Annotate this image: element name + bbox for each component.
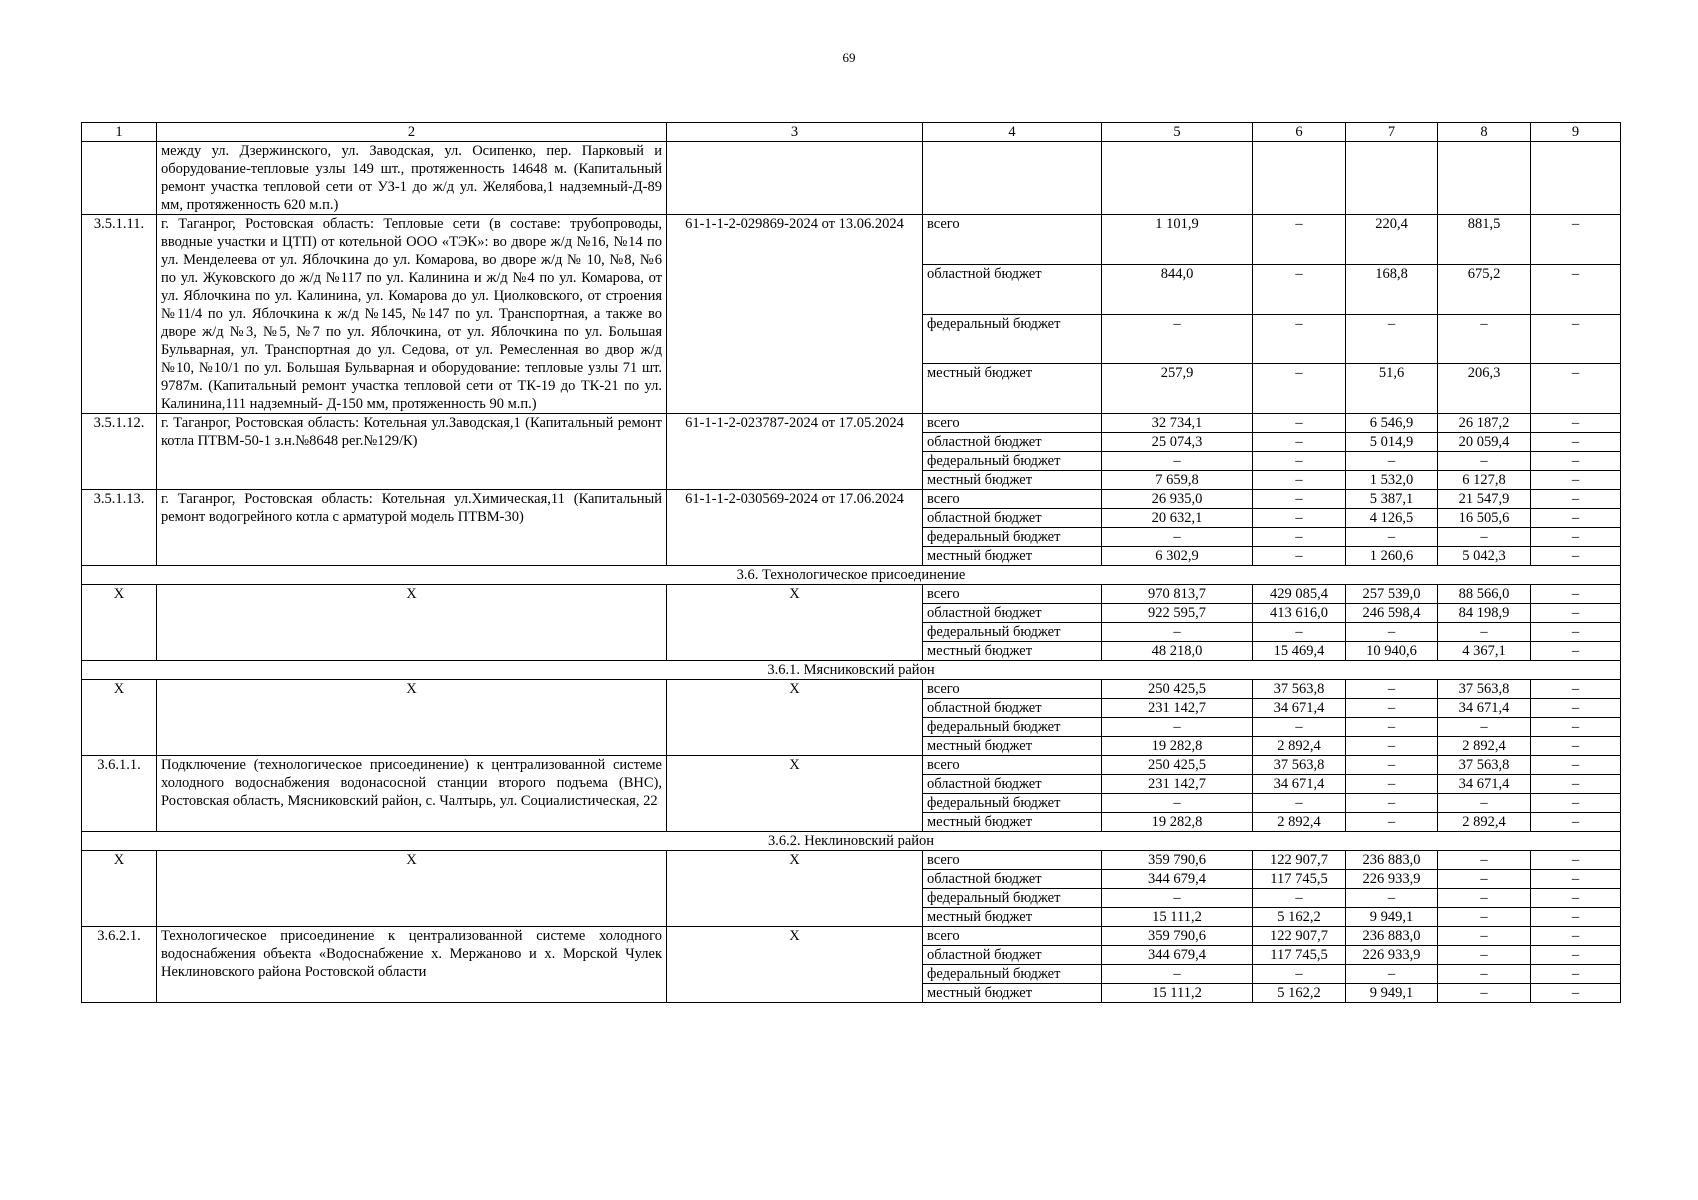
value-cell: – [1346,737,1438,756]
table-row [82,490,1621,509]
value-cell: 122 907,7 [1253,927,1346,946]
value-cell: 20 059,4 [1438,433,1531,452]
budget-label: всего [923,585,1102,604]
value-cell: – [1253,433,1346,452]
table-row [82,756,1621,775]
row-reference: Х [667,585,923,661]
value-cell: – [1346,889,1438,908]
value-cell: 34 671,4 [1253,699,1346,718]
value-cell: 5 162,2 [1253,984,1346,1003]
cell [1253,142,1346,215]
row-id: 3.6.1.1. [82,756,157,832]
budget-label: федеральный бюджет [923,794,1102,813]
value-cell: – [1531,215,1621,265]
value-cell: 6 127,8 [1438,471,1531,490]
value-cell: – [1102,452,1253,471]
value-cell: – [1531,699,1621,718]
budget-label: всего [923,414,1102,433]
value-cell: 19 282,8 [1102,737,1253,756]
budget-label: областной бюджет [923,946,1102,965]
value-cell: 122 907,7 [1253,851,1346,870]
budget-label: местный бюджет [923,908,1102,927]
value-cell: 226 933,9 [1346,946,1438,965]
column-header: 7 [1346,123,1438,142]
row-reference: 61-1-1-2-030569-2024 от 17.06.2024 [667,490,923,566]
table-row [82,215,1621,265]
budget-label: всего [923,680,1102,699]
value-cell: – [1438,946,1531,965]
value-cell: – [1102,794,1253,813]
budget-label: всего [923,490,1102,509]
value-cell: 21 547,9 [1438,490,1531,509]
value-cell: – [1253,471,1346,490]
row-reference: Х [667,680,923,756]
value-cell: – [1531,528,1621,547]
column-header: 3 [667,123,923,142]
budget-label: местный бюджет [923,642,1102,661]
continuation-row [82,142,1621,215]
value-cell: 236 883,0 [1346,927,1438,946]
value-cell: – [1102,889,1253,908]
value-cell: – [1531,471,1621,490]
value-cell: – [1253,547,1346,566]
value-cell: – [1346,314,1438,364]
value-cell: – [1531,718,1621,737]
value-cell: – [1253,452,1346,471]
budget-label: всего [923,756,1102,775]
value-cell: – [1102,718,1253,737]
budget-label: областной бюджет [923,509,1102,528]
value-cell: 37 563,8 [1438,756,1531,775]
table-row [82,851,1621,870]
row-description: г. Таганрог, Ростовская область: Котельная ул.Химическая,11 (Капитальный ремонт водогрейного котла с арматурой модель ПТВМ-30) [157,490,667,566]
budget-label: местный бюджет [923,813,1102,832]
row-id: Х [82,851,157,927]
value-cell: – [1531,794,1621,813]
value-cell: – [1253,509,1346,528]
value-cell: – [1531,813,1621,832]
value-cell: 20 632,1 [1102,509,1253,528]
value-cell: – [1438,889,1531,908]
value-cell: 26 935,0 [1102,490,1253,509]
value-cell: – [1531,604,1621,623]
continuation-description: между ул. Дзержинского, ул. Заводская, ул. Осипенко, пер. Парковый и оборудование-тепловые узлы 149 шт., протяженность 14648 м. (Капитальный ремонт участка тепловой сети от УЗ-1 до ж/д ул. Желябова,1 надземный-Д-89 мм, протяженность 620 м.п.) [157,142,667,215]
budget-label: всего [923,215,1102,265]
value-cell: – [1438,623,1531,642]
value-cell: – [1346,623,1438,642]
section-heading: 3.6.1. Мясниковский район [82,661,1621,680]
value-cell: 344 679,4 [1102,870,1253,889]
row-reference: 61-1-1-2-023787-2024 от 17.05.2024 [667,414,923,490]
value-cell: 117 745,5 [1253,946,1346,965]
value-cell: 34 671,4 [1253,775,1346,794]
value-cell: – [1253,215,1346,265]
value-cell: – [1253,414,1346,433]
value-cell: 26 187,2 [1438,414,1531,433]
budget-label: всего [923,851,1102,870]
value-cell: – [1531,851,1621,870]
value-cell: – [1531,414,1621,433]
row-description: Подключение (технологическое присоединение) к централизованной системе холодного водоснабжения водонасосной станции второго подъема (ВНС), Ростовская область, Мясниковский район, с. Чалтырь, ул. Социалистическая, 22 [157,756,667,832]
value-cell: – [1438,718,1531,737]
value-cell: – [1253,528,1346,547]
value-cell: 2 892,4 [1253,737,1346,756]
section-row [82,832,1621,851]
cell-id [82,142,157,215]
value-cell: 9 949,1 [1346,984,1438,1003]
row-reference: Х [667,851,923,927]
value-cell: – [1346,718,1438,737]
value-cell: 25 074,3 [1102,433,1253,452]
value-cell: 1 532,0 [1346,471,1438,490]
value-cell: – [1253,314,1346,364]
value-cell: 226 933,9 [1346,870,1438,889]
value-cell: 32 734,1 [1102,414,1253,433]
column-header: 4 [923,123,1102,142]
table-row [82,585,1621,604]
value-cell: – [1531,984,1621,1003]
budget-label: местный бюджет [923,471,1102,490]
header-row [82,123,1621,142]
budget-label: областной бюджет [923,775,1102,794]
value-cell: – [1531,870,1621,889]
value-cell: – [1253,889,1346,908]
table-row [82,680,1621,699]
value-cell: 84 198,9 [1438,604,1531,623]
cell [1102,142,1253,215]
value-cell: 206,3 [1438,364,1531,414]
value-cell: 7 659,8 [1102,471,1253,490]
value-cell: 15 111,2 [1102,984,1253,1003]
row-description: Х [157,851,667,927]
row-reference: Х [667,756,923,832]
value-cell: – [1102,965,1253,984]
value-cell: – [1531,889,1621,908]
value-cell: 344 679,4 [1102,946,1253,965]
value-cell: 9 949,1 [1346,908,1438,927]
table-body [82,123,1621,1003]
column-header: 6 [1253,123,1346,142]
value-cell: 88 566,0 [1438,585,1531,604]
value-cell: 359 790,6 [1102,927,1253,946]
value-cell: 4 126,5 [1346,509,1438,528]
value-cell: – [1253,490,1346,509]
value-cell: 4 367,1 [1438,642,1531,661]
value-cell: 257,9 [1102,364,1253,414]
value-cell: – [1438,870,1531,889]
budget-label: областной бюджет [923,604,1102,623]
value-cell: 5 387,1 [1346,490,1438,509]
value-cell: – [1531,946,1621,965]
row-description: г. Таганрог, Ростовская область: Тепловые сети (в составе: трубопроводы, вводные участки и ЦТП) от котельной ООО «ТЭК»: во дворе ж/д №16, №14 по ул. Менделеева от ул. Яблочкина до ул. Комарова, во дворе ж/д № 10, №8, №6 по ул. Жуковского до ж/д №117 по ул. Калинина и ж/д №4 по ул. Комарова, от ул. Яблочкина по ул. Калинина, ул. Комарова до ул. Циолковского, от строения №11/4 по ул. Яблочкина к ж/д №145, №147 по ул. Транспортная, а также во дворе ж/д №3, №5, №7 по ул. Яблочкина, от ул. Яблочкина по ул. Большая Бульварная, ул. Транспортная до ул. Седова, от ул. Ремесленная во двор ж/д №10, №10/1 по ул. Большая Бульварная и оборудование: тепловые узлы 71 шт. 9787м. (Капитальный ремонт участка тепловой сети от ТК-19 до ТК-21 по ул. Калинина,111 надземный- Д-150 мм, протяженность 90 м.п.) [157,215,667,414]
row-reference: Х [667,927,923,1003]
column-header: 1 [82,123,157,142]
value-cell: – [1346,775,1438,794]
value-cell: – [1346,813,1438,832]
value-cell: – [1531,908,1621,927]
value-cell: – [1253,623,1346,642]
budget-label: областной бюджет [923,264,1102,314]
budget-label: федеральный бюджет [923,528,1102,547]
budget-label: федеральный бюджет [923,718,1102,737]
value-cell: – [1531,433,1621,452]
row-description: г. Таганрог, Ростовская область: Котельная ул.Заводская,1 (Капитальный ремонт котла ПТВМ-50-1 з.н.№8648 рег.№129/К) [157,414,667,490]
value-cell: – [1438,984,1531,1003]
value-cell: 844,0 [1102,264,1253,314]
value-cell: – [1253,718,1346,737]
value-cell: – [1253,264,1346,314]
value-cell: 5 162,2 [1253,908,1346,927]
section-row [82,566,1621,585]
value-cell: 413 616,0 [1253,604,1346,623]
value-cell: 231 142,7 [1102,699,1253,718]
column-header: 9 [1531,123,1621,142]
value-cell: – [1531,509,1621,528]
budget-label: федеральный бюджет [923,314,1102,364]
budget-label: федеральный бюджет [923,623,1102,642]
column-header: 8 [1438,123,1531,142]
value-cell: 5 042,3 [1438,547,1531,566]
value-cell: 429 085,4 [1253,585,1346,604]
value-cell: – [1102,623,1253,642]
value-cell: 51,6 [1346,364,1438,414]
value-cell: – [1438,927,1531,946]
row-id: 3.6.2.1. [82,927,157,1003]
row-reference: 61-1-1-2-029869-2024 от 13.06.2024 [667,215,923,414]
value-cell: – [1531,452,1621,471]
value-cell: 2 892,4 [1438,813,1531,832]
budget-label: местный бюджет [923,737,1102,756]
budget-label: федеральный бюджет [923,452,1102,471]
value-cell: – [1531,490,1621,509]
page-number: 69 [842,50,856,65]
value-cell: 10 940,6 [1346,642,1438,661]
value-cell: – [1346,965,1438,984]
value-cell: – [1531,547,1621,566]
cell [1438,142,1531,215]
budget-label: областной бюджет [923,433,1102,452]
value-cell: – [1346,452,1438,471]
table-row [82,927,1621,946]
value-cell: 37 563,8 [1253,756,1346,775]
value-cell: – [1438,452,1531,471]
budget-label: местный бюджет [923,984,1102,1003]
value-cell: – [1346,794,1438,813]
value-cell: 257 539,0 [1346,585,1438,604]
table-row [82,414,1621,433]
value-cell: 16 505,6 [1438,509,1531,528]
section-heading: 3.6. Технологическое присоединение [82,566,1621,585]
cell [667,142,923,215]
section-heading: 3.6.2. Неклиновский район [82,832,1621,851]
value-cell: 246 598,4 [1346,604,1438,623]
value-cell: – [1531,264,1621,314]
value-cell: 2 892,4 [1438,737,1531,756]
value-cell: – [1531,965,1621,984]
value-cell: – [1438,965,1531,984]
value-cell: 6 302,9 [1102,547,1253,566]
value-cell: – [1346,756,1438,775]
budget-label: местный бюджет [923,547,1102,566]
value-cell: 1 101,9 [1102,215,1253,265]
row-id: 3.5.1.11. [82,215,157,414]
value-cell: 168,8 [1346,264,1438,314]
value-cell: – [1531,775,1621,794]
value-cell: 6 546,9 [1346,414,1438,433]
value-cell: 2 892,4 [1253,813,1346,832]
value-cell: 250 425,5 [1102,680,1253,699]
value-cell: 231 142,7 [1102,775,1253,794]
value-cell: 881,5 [1438,215,1531,265]
value-cell: – [1438,314,1531,364]
value-cell: 922 595,7 [1102,604,1253,623]
value-cell: 250 425,5 [1102,756,1253,775]
cell [923,142,1102,215]
value-cell: 15 111,2 [1102,908,1253,927]
value-cell: – [1438,528,1531,547]
value-cell: – [1531,642,1621,661]
budget-label: федеральный бюджет [923,965,1102,984]
row-description: Технологическое присоединение к централизованной системе холодного водоснабжения объекта «Водоснабжение х. Мержаново и х. Морской Чулек Неклиновского района Ростовской области [157,927,667,1003]
value-cell: – [1531,623,1621,642]
value-cell: – [1438,794,1531,813]
value-cell: – [1531,314,1621,364]
budget-table [81,122,1621,1003]
value-cell: – [1531,927,1621,946]
budget-label: местный бюджет [923,364,1102,414]
value-cell: – [1531,680,1621,699]
value-cell: 675,2 [1438,264,1531,314]
value-cell: – [1531,756,1621,775]
row-description: Х [157,585,667,661]
value-cell: 34 671,4 [1438,775,1531,794]
column-header: 2 [157,123,667,142]
value-cell: – [1346,699,1438,718]
value-cell: 220,4 [1346,215,1438,265]
value-cell: 34 671,4 [1438,699,1531,718]
value-cell: – [1531,737,1621,756]
value-cell: 5 014,9 [1346,433,1438,452]
value-cell: – [1531,364,1621,414]
row-id: 3.5.1.13. [82,490,157,566]
row-id: Х [82,585,157,661]
value-cell: – [1346,528,1438,547]
budget-label: областной бюджет [923,699,1102,718]
section-row [82,661,1621,680]
value-cell: 117 745,5 [1253,870,1346,889]
budget-label: областной бюджет [923,870,1102,889]
row-id: Х [82,680,157,756]
value-cell: – [1102,314,1253,364]
value-cell: – [1253,965,1346,984]
value-cell: 37 563,8 [1438,680,1531,699]
value-cell: – [1438,908,1531,927]
value-cell: 15 469,4 [1253,642,1346,661]
value-cell: – [1102,528,1253,547]
value-cell: – [1438,851,1531,870]
value-cell: 970 813,7 [1102,585,1253,604]
value-cell: 48 218,0 [1102,642,1253,661]
row-id: 3.5.1.12. [82,414,157,490]
value-cell: – [1253,364,1346,414]
value-cell: – [1253,794,1346,813]
value-cell: – [1531,585,1621,604]
row-description: Х [157,680,667,756]
cell [1346,142,1438,215]
value-cell: 359 790,6 [1102,851,1253,870]
budget-label: федеральный бюджет [923,889,1102,908]
value-cell: 1 260,6 [1346,547,1438,566]
budget-label: всего [923,927,1102,946]
value-cell: 37 563,8 [1253,680,1346,699]
cell [1531,142,1621,215]
value-cell: 236 883,0 [1346,851,1438,870]
column-header: 5 [1102,123,1253,142]
value-cell: – [1346,680,1438,699]
value-cell: 19 282,8 [1102,813,1253,832]
